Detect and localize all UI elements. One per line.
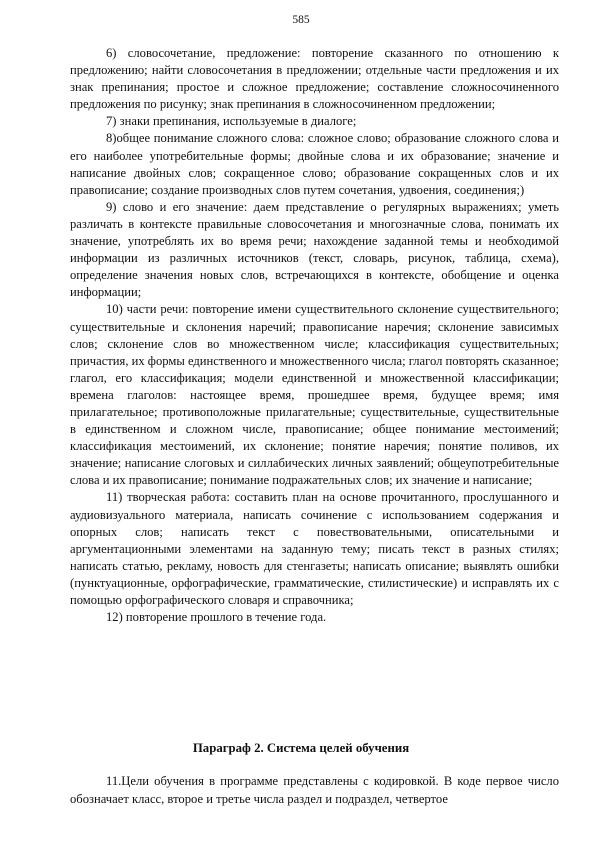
list-item-7: 7) знаки препинания, используемые в диалоге; [106, 114, 357, 129]
intro-body [70, 773, 559, 808]
section-heading: Параграф 2. Система целей обучения [192, 741, 410, 755]
list-item-6: 6) словосочетание, предложение: повторение сказанного по отношению к предложению; найти словосочетания в предложении; отдельные части предложения и их знак препинания; простое и сложное предложение; составление сложносочиненного предложения по рисунку; знак препинания в сложносочиненном предложении; [70, 46, 559, 112]
list-item-9: 9) слово и его значение: даем представление о регулярных выражениях; уметь различать в контексте правильные словосочетания и многозначные слова, понимать их значение, употреблять их во время речи; нахождение заданной темы и необходимой информации из различных источников (текст, словарь, рисунок, таблица, схема), определение значения новых слов, встречающихся в контексте, обобщение и оценка информации; [70, 199, 559, 300]
list-item-12: 12) повторение прошлого в течение года. [106, 610, 327, 625]
list-item-8: 8)общее понимание сложного слова: сложное слово; образование сложного слова и его наиболее употребительные формы; двойные слова и их образование; значение и написание двойных слов; сокращенное слово; образование сокращенных слов и их правописание; создание производных слов путем сочетания, удвоения, соединения;) [70, 131, 559, 197]
list-body [70, 45, 559, 626]
intro-paragraph: 11.Цели обучения в программе представлены с кодировкой. В коде первое число обозначает класс, второе и третье числа раздел и подраздел, четвертое [70, 774, 559, 806]
page-number: 585 [292, 14, 310, 26]
list-item-10: 10) части речи: повторение имени существительного склонение существительного; существительные и склонения наречий; правописание наречия; склонение зависимых слов; склонение слов во множественном числе; классификация существительных; причастия, их формы единственного и множественного числа; глагол повторять сказанное; глагол, его классификация; модели единственной и множественной классификации; времена глаголов: настоящее время, прошедшее время, будущее время; имя прилагательное; противоположные прилагательные; существительные, существительные в единственном и сложном числе, правописание; общее понимание местоимений; классификация местоимений, их склонение; понятие наречия; понятие поливов, их значение; написание слоговых и силлабических личных заявлений; общеупотребительные слова и их правописание; понимание подражательных слов; их значение и написание; [70, 302, 560, 488]
list-item-11: 11) творческая работа: составить план на основе прочитанного, прослушанного и аудиовизуального материала, написать сочинение с использованием содержания и опорных слов; написать текст с повествовательными, описательными и аргументационными элементами на заданную тему; писать текст в разных стилях; написать статью, рекламу, новость для стенгазеты; написать описание; выявлять ошибки (пунктуационные, орфографические, грамматические, стилистические) и исправлять их с помощью орфографического словаря и справочника; [70, 490, 559, 607]
